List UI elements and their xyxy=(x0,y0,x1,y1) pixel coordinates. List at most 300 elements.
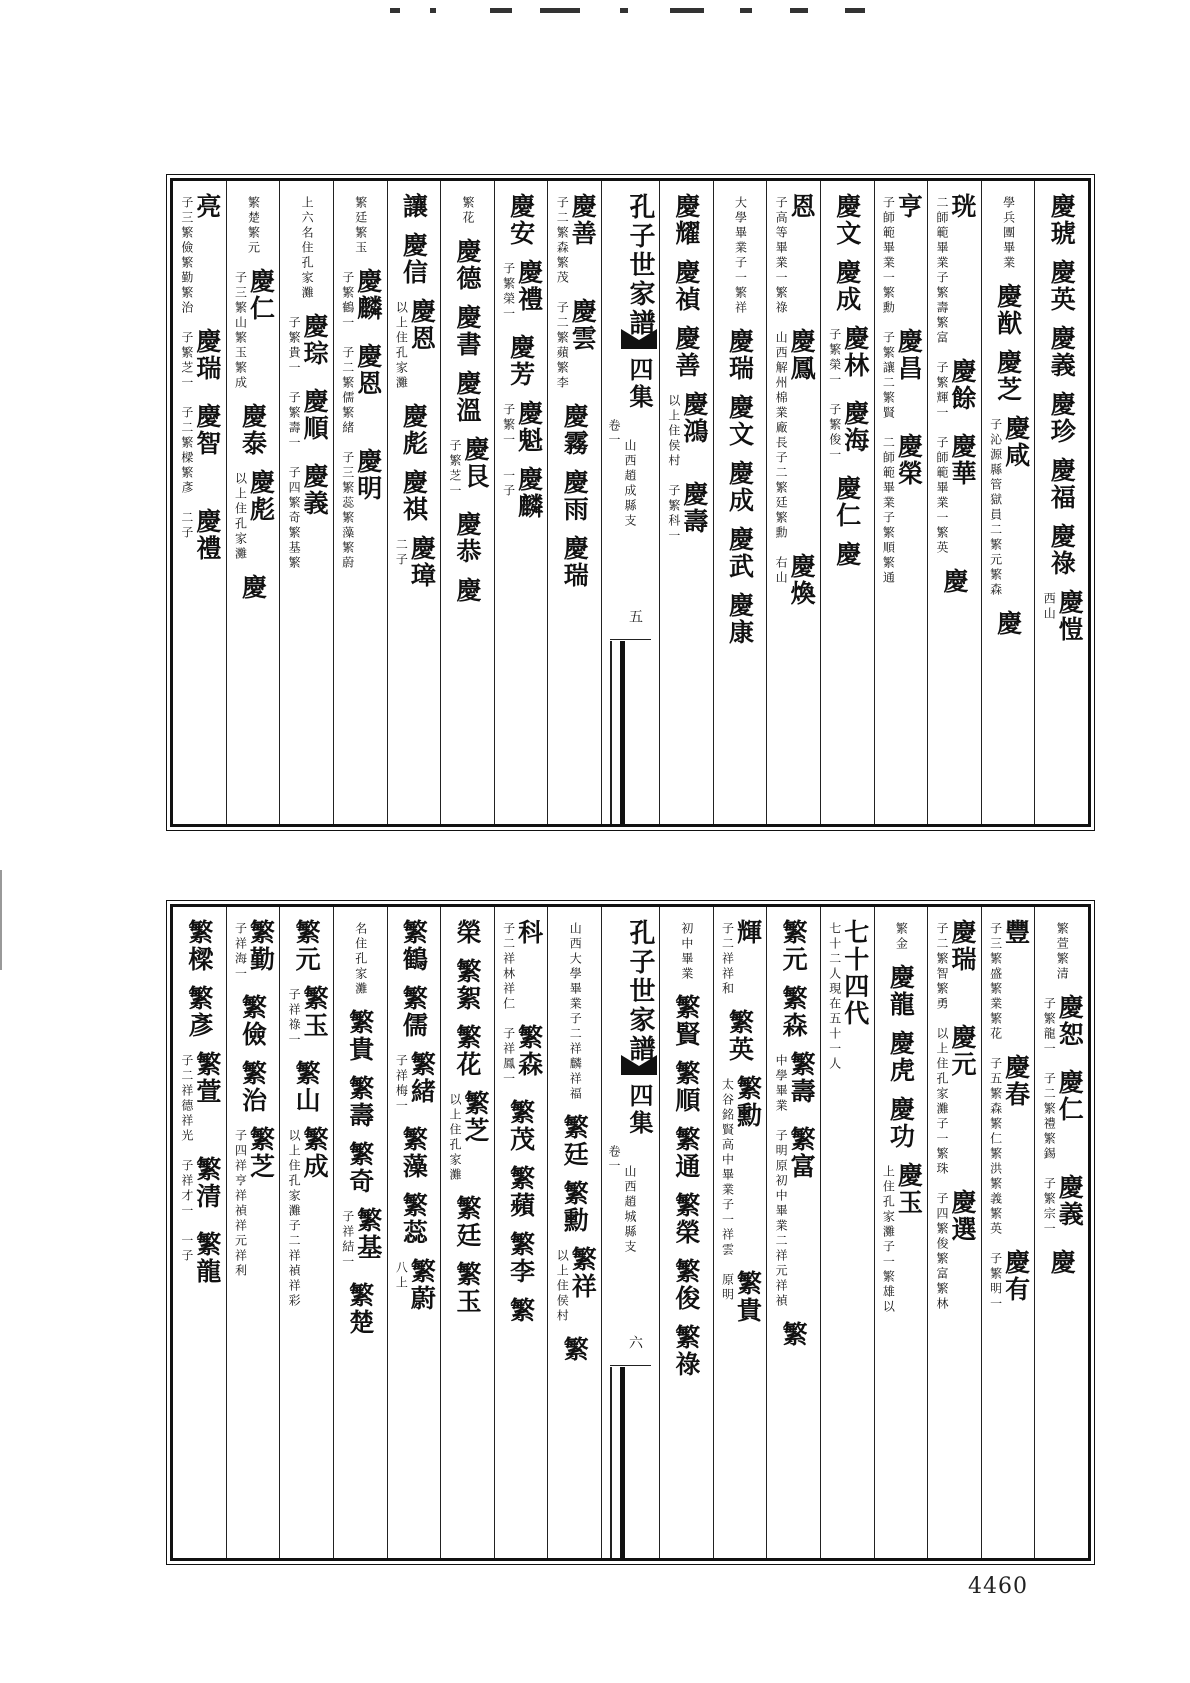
register-entry xyxy=(1041,1174,1085,1237)
register-entry xyxy=(286,388,330,451)
person-name: 慶海 xyxy=(840,400,870,454)
annotation-note: 七十二人現在五十一人 xyxy=(827,922,842,1072)
person-name: 慶煥 xyxy=(787,553,817,607)
annotation-note: 子祥鳳一 xyxy=(501,1027,516,1087)
register-entry xyxy=(773,1051,817,1114)
person-name: 慶選 xyxy=(947,1189,977,1243)
register-entry xyxy=(554,1246,598,1324)
register-entry xyxy=(988,919,1029,1042)
person-name: 慶猷 xyxy=(993,283,1023,337)
person-name: 繁貴 xyxy=(345,1009,375,1063)
register-entry xyxy=(452,958,482,1012)
binding-margin-line xyxy=(0,870,2,970)
person-name: 慶榮 xyxy=(894,433,924,487)
annotation-note: 子四繁奇繁基繁 xyxy=(287,466,302,571)
person-name: 繁芝 xyxy=(246,1126,276,1180)
register-entry xyxy=(560,469,590,523)
register-entry xyxy=(893,919,908,952)
person-name: 慶彪 xyxy=(399,403,429,457)
annotation-note: 子五繁森繁仁繁洪繁義繁英 xyxy=(988,1057,1003,1237)
person-name: 慶恩 xyxy=(407,298,437,352)
center-fold-title-column xyxy=(602,907,660,1558)
person-name: 繁緒 xyxy=(407,1051,437,1105)
person-name: 慶琥 xyxy=(1047,193,1077,247)
person-name: 繁芝 xyxy=(460,1090,490,1144)
register-column xyxy=(1035,907,1088,1558)
register-column xyxy=(548,181,602,824)
person-name: 亨 xyxy=(894,193,924,220)
register-entry xyxy=(506,193,536,247)
annotation-note: 子師範畢業一繁勳 xyxy=(881,196,896,316)
person-name: 繁榮 xyxy=(671,1192,701,1246)
volume-label: 四集 xyxy=(625,1083,654,1137)
register-entry xyxy=(993,283,1023,337)
register-entry xyxy=(779,1321,809,1348)
person-name: 繁森 xyxy=(514,1024,544,1078)
volume-label: 四集 xyxy=(625,357,654,411)
register-entry xyxy=(993,349,1023,403)
register-entry xyxy=(827,400,868,463)
person-name: 珖 xyxy=(947,193,977,220)
annotation-note: 以上住孔家灘子一繁珠 xyxy=(934,1027,949,1177)
person-name: 慶恩 xyxy=(353,343,383,397)
register-entry xyxy=(238,1060,268,1114)
person-name: 慶玉 xyxy=(894,1162,924,1216)
register-entry xyxy=(886,964,916,1018)
annotation-note: 子繁龍一 xyxy=(1042,997,1057,1057)
person-name: 慶琮 xyxy=(300,313,330,367)
person-name: 繁祥 xyxy=(568,1246,598,1300)
register-entry xyxy=(399,403,429,457)
register-entry xyxy=(399,232,429,286)
register-entry xyxy=(732,193,747,316)
person-name: 繁李 xyxy=(506,1231,536,1285)
annotation-note: 繁楚繁元 xyxy=(246,196,261,256)
register-column xyxy=(821,181,875,824)
person-name: 繁儉 xyxy=(238,994,268,1048)
annotation-note: 上六名住孔家灘 xyxy=(300,196,315,301)
person-name: 慶華 xyxy=(947,433,977,487)
person-name: 慶 xyxy=(993,610,1023,637)
register-entry xyxy=(560,1114,590,1168)
register-entry xyxy=(399,985,429,1039)
person-name: 慶瑞 xyxy=(725,328,755,382)
register-entry xyxy=(179,1156,220,1219)
register-entry xyxy=(452,370,482,424)
register-entry xyxy=(934,433,975,556)
person-name: 慶信 xyxy=(399,232,429,286)
annotation-note: 子繁輝一 xyxy=(934,361,949,421)
register-entry xyxy=(832,475,862,529)
annotation-note: 子繁讓二繁賢 xyxy=(881,331,896,421)
register-entry xyxy=(345,1282,375,1336)
register-entry xyxy=(560,1180,590,1234)
register-entry xyxy=(447,1090,488,1183)
register-entry xyxy=(554,193,598,286)
person-name: 繁萱 xyxy=(192,1051,222,1105)
annotation-note: 子二繁蘋繁李 xyxy=(555,301,570,391)
register-entry xyxy=(725,394,755,448)
register-entry xyxy=(773,1126,817,1309)
fold-rule xyxy=(610,639,651,640)
person-name: 繁治 xyxy=(238,1060,268,1114)
person-name: 繁玉 xyxy=(452,1261,482,1315)
annotation-note: 西山 xyxy=(1042,592,1057,622)
register-entry xyxy=(832,193,862,247)
person-name: 繁貴 xyxy=(733,1270,763,1324)
register-entry xyxy=(988,1054,1029,1237)
register-entry xyxy=(506,1297,536,1324)
register-entry xyxy=(179,403,220,496)
annotation-note: 子繁俊一 xyxy=(827,403,842,463)
annotation-note: 二師範畢業子繁順繁通 xyxy=(881,436,896,586)
register-column xyxy=(982,907,1036,1558)
annotation-note: 子繁宗一 xyxy=(1042,1177,1057,1237)
register-entry xyxy=(460,193,475,226)
annotation-note: 子師範畢業一繁英 xyxy=(934,436,949,556)
register-entry xyxy=(560,403,590,457)
person-name: 慶咸 xyxy=(1001,415,1031,469)
fold-rule xyxy=(610,1367,612,1558)
person-name: 繁壽 xyxy=(787,1051,817,1105)
center-fold-title-column xyxy=(602,181,660,824)
person-name: 繁儒 xyxy=(399,985,429,1039)
person-name: 繁 xyxy=(560,1336,590,1363)
person-name: 慶瑞 xyxy=(192,328,222,382)
register-entry xyxy=(1047,259,1077,313)
register-entry xyxy=(238,994,268,1048)
annotation-note: 二子 xyxy=(179,511,194,541)
register-column xyxy=(227,907,281,1558)
annotation-note: 以上住侯村 xyxy=(555,1249,570,1324)
register-column xyxy=(821,907,875,1558)
person-name: 慶元 xyxy=(947,1024,977,1078)
annotation-note: 子二祥德祥光 xyxy=(179,1054,194,1144)
fold-rule xyxy=(620,1367,625,1558)
register-column xyxy=(388,907,442,1558)
annotation-note: 子繁芝一 xyxy=(179,331,194,391)
register-entry xyxy=(671,259,701,313)
annotation-note: 繁廷繁玉 xyxy=(353,196,368,256)
person-name: 慶愷 xyxy=(1055,589,1085,643)
register-column xyxy=(334,907,388,1558)
person-name: 慶功 xyxy=(886,1096,916,1150)
person-name: 慶虎 xyxy=(886,1030,916,1084)
person-name: 慶武 xyxy=(725,526,755,580)
person-name: 慶善 xyxy=(568,193,598,247)
person-name: 慶英 xyxy=(1047,259,1077,313)
person-name: 繁山 xyxy=(292,1060,322,1114)
branch-label: 山西趙成縣支 xyxy=(623,439,637,529)
register-entry xyxy=(292,919,322,973)
annotation-note: 子二繁樑繁彥 xyxy=(179,406,194,496)
register-entry xyxy=(725,328,755,382)
annotation-note: 子二繁儒繁緒 xyxy=(340,346,355,436)
annotation-note: 以上住孔家灘子二祥禎祥彩 xyxy=(287,1129,302,1309)
register-entry xyxy=(671,1192,701,1246)
person-name: 繁基 xyxy=(353,1207,383,1261)
person-name: 繁蔚 xyxy=(407,1258,437,1312)
person-name: 慶雨 xyxy=(560,469,590,523)
register-entry xyxy=(452,577,482,604)
genealogy-page-six xyxy=(170,904,1091,1561)
person-name: 慶恭 xyxy=(452,511,482,565)
register-column xyxy=(875,907,929,1558)
person-name: 繁勤 xyxy=(246,919,276,973)
person-name: 讓 xyxy=(399,193,429,220)
register-column xyxy=(280,181,334,824)
register-entry xyxy=(399,1126,429,1180)
register-entry xyxy=(1054,919,1069,982)
register-column xyxy=(441,181,495,824)
person-name: 慶泰 xyxy=(238,403,268,457)
person-name: 慶禮 xyxy=(514,259,544,313)
person-name: 慶 xyxy=(832,541,862,568)
annotation-note: 子祥海一 xyxy=(233,922,248,982)
annotation-note: 子祥才一 xyxy=(179,1159,194,1219)
person-name: 繁蕊 xyxy=(399,1192,429,1246)
person-name: 慶耀 xyxy=(671,193,701,247)
register-entry xyxy=(988,415,1029,598)
person-name: 慶義 xyxy=(300,463,330,517)
person-name: 繁鶴 xyxy=(399,919,429,973)
annotation-note: 山西大學畢業子二祥麟祥福 xyxy=(568,922,583,1102)
person-name: 慶文 xyxy=(832,193,862,247)
register-entry xyxy=(179,193,220,316)
annotation-note: 子繁一 xyxy=(501,403,516,448)
person-name: 慶義 xyxy=(1047,325,1077,379)
register-entry xyxy=(934,1189,975,1312)
register-entry xyxy=(353,193,368,256)
register-entry xyxy=(452,1024,482,1078)
annotation-note: 繁萱繁清 xyxy=(1055,922,1070,982)
annotation-note: 子沁源縣管獄員二繁元繁森 xyxy=(988,418,1003,598)
register-entry xyxy=(1041,1069,1085,1162)
register-entry xyxy=(1047,457,1077,511)
register-entry xyxy=(939,568,969,595)
person-name: 慶龍 xyxy=(886,964,916,1018)
annotation-note: 子繁鶴一 xyxy=(340,271,355,331)
person-name: 慶安 xyxy=(506,193,536,247)
register-entry xyxy=(501,1024,542,1087)
register-entry xyxy=(399,469,429,523)
person-name: 繁俊 xyxy=(671,1258,701,1312)
person-name: 繁 xyxy=(779,1321,809,1348)
annotation-note: 一子 xyxy=(501,469,516,499)
register-entry xyxy=(447,436,488,499)
register-entry xyxy=(671,1060,701,1114)
person-name: 慶鳳 xyxy=(787,328,817,382)
person-name: 繁清 xyxy=(192,1156,222,1210)
person-name: 慶善 xyxy=(671,325,701,379)
person-name: 慶璋 xyxy=(407,535,437,589)
book-title: 孔子世家譜 xyxy=(625,193,655,338)
annotation-note: 名住孔家灘 xyxy=(353,922,368,997)
register-entry xyxy=(886,1096,916,1150)
register-entry xyxy=(286,463,330,571)
person-name: 慶明 xyxy=(353,448,383,502)
register-entry xyxy=(340,343,381,436)
annotation-note: 子三繁儉繁勤繁治 xyxy=(179,196,194,316)
fold-rule xyxy=(610,1365,651,1366)
register-entry xyxy=(1047,523,1077,577)
person-name: 慶仁 xyxy=(246,268,276,322)
register-entry xyxy=(988,1249,1029,1312)
annotation-note: 上住孔家灘子一繁雄以 xyxy=(881,1165,896,1315)
person-name: 恩 xyxy=(787,193,817,220)
register-entry xyxy=(560,1336,590,1363)
person-name: 繁成 xyxy=(300,1126,330,1180)
register-entry xyxy=(886,1030,916,1084)
register-entry xyxy=(286,313,330,376)
register-entry xyxy=(501,259,542,322)
person-name: 慶順 xyxy=(300,388,330,442)
register-entry xyxy=(393,298,437,391)
person-name: 亮 xyxy=(192,193,222,220)
register-column xyxy=(227,181,281,824)
register-entry xyxy=(679,919,694,982)
person-name: 慶康 xyxy=(725,592,755,646)
register-column xyxy=(928,907,982,1558)
annotation-note: 子明原初中畢業二祥元祥禎 xyxy=(774,1129,789,1309)
annotation-note: 二子 xyxy=(394,538,409,568)
fold-rule xyxy=(620,641,625,824)
register-entry xyxy=(934,358,975,421)
annotation-note: 以上住孔家灘 xyxy=(447,1093,462,1183)
register-entry xyxy=(184,985,214,1039)
register-entry xyxy=(827,325,868,388)
juan-label: 卷一 xyxy=(607,1145,621,1173)
person-name: 慶雲 xyxy=(568,298,598,352)
register-entry xyxy=(880,328,924,421)
register-entry xyxy=(232,919,276,982)
register-entry xyxy=(666,391,707,469)
person-name: 繁花 xyxy=(452,1024,482,1078)
person-name: 繁元 xyxy=(779,919,809,973)
person-name: 繁龍 xyxy=(192,1231,222,1285)
annotation-note: 子祥結一 xyxy=(340,1210,355,1270)
page-number: 4460 xyxy=(968,1574,1028,1599)
person-name: 慶芝 xyxy=(993,349,1023,403)
person-name: 繁富 xyxy=(787,1126,817,1180)
annotation-note: 子祥祿一 xyxy=(287,988,302,1048)
register-entry xyxy=(1047,1249,1077,1276)
person-name: 慶有 xyxy=(1001,1249,1031,1303)
register-entry xyxy=(773,328,817,541)
annotation-note: 子四祥亨祥禎祥元祥利 xyxy=(233,1129,248,1279)
register-entry xyxy=(880,1162,924,1315)
annotation-note: 子二祥林祥仁 xyxy=(501,922,516,1012)
register-entry xyxy=(345,1141,375,1195)
person-name: 慶仁 xyxy=(832,475,862,529)
person-name: 慶麟 xyxy=(353,268,383,322)
register-entry xyxy=(286,985,330,1048)
juan-label: 卷一 xyxy=(607,419,621,447)
register-entry xyxy=(353,919,368,997)
person-name: 慶鴻 xyxy=(679,391,709,445)
person-name: 慶仁 xyxy=(1055,1069,1085,1123)
annotation-note: 二師範畢業子繁壽繁富 xyxy=(934,196,949,346)
person-name: 繁祿 xyxy=(671,1324,701,1378)
person-name: 慶魁 xyxy=(514,400,544,454)
person-name: 繁奇 xyxy=(345,1141,375,1195)
person-name: 科 xyxy=(514,919,544,946)
register-column xyxy=(714,907,768,1558)
register-entry xyxy=(179,328,220,391)
person-name: 慶溫 xyxy=(452,370,482,424)
register-entry xyxy=(671,1324,701,1378)
person-name: 慶文 xyxy=(725,394,755,448)
person-name: 慶瑞 xyxy=(560,535,590,589)
register-entry xyxy=(934,1024,975,1177)
person-name: 繁樑 xyxy=(184,919,214,973)
register-entry xyxy=(934,193,975,346)
register-entry xyxy=(501,919,542,1012)
register-column xyxy=(548,907,602,1558)
register-entry xyxy=(232,1126,276,1279)
person-name: 慶祺 xyxy=(399,469,429,523)
register-entry xyxy=(671,325,701,379)
annotation-note: 子二繁智繁勇 xyxy=(934,922,949,1012)
register-entry xyxy=(832,541,862,568)
annotation-note: 子高等畢業一繁祿 xyxy=(774,196,789,316)
register-column xyxy=(173,907,227,1558)
person-name: 慶 xyxy=(238,574,268,601)
register-column xyxy=(660,181,714,824)
annotation-note: 以上住孔家灘 xyxy=(394,301,409,391)
annotation-note: 太谷銘賢高中畢業子一祥雲 xyxy=(720,1078,735,1258)
person-name: 慶芳 xyxy=(506,334,536,388)
register-entry xyxy=(773,553,817,607)
register-entry xyxy=(340,448,381,571)
register-entry xyxy=(506,334,536,388)
person-name: 慶福 xyxy=(1047,457,1077,511)
register-entry xyxy=(1001,193,1016,271)
register-entry xyxy=(719,1270,763,1324)
annotation-note: 中學畢業 xyxy=(774,1054,789,1114)
annotation-note: 子三繁盛繁業繁花 xyxy=(988,922,1003,1042)
register-entry xyxy=(1041,994,1085,1057)
register-entry xyxy=(506,1099,536,1153)
register-entry xyxy=(880,193,924,316)
register-column xyxy=(767,907,821,1558)
person-name: 繁勳 xyxy=(560,1180,590,1234)
register-entry xyxy=(934,919,975,1012)
register-entry xyxy=(452,511,482,565)
person-name: 繁賢 xyxy=(671,994,701,1048)
annotation-note: 右山 xyxy=(774,556,789,586)
register-entry xyxy=(292,1060,322,1114)
person-name: 慶書 xyxy=(452,304,482,358)
register-entry xyxy=(719,1075,763,1258)
person-name: 慶壽 xyxy=(679,481,709,535)
register-entry xyxy=(452,1195,482,1249)
register-entry xyxy=(452,1261,482,1315)
person-name: 慶 xyxy=(939,568,969,595)
person-name: 繁壽 xyxy=(345,1075,375,1129)
register-entry xyxy=(340,268,381,331)
annotation-note: 子二繁森繁茂 xyxy=(555,196,570,286)
person-name: 慶霧 xyxy=(560,403,590,457)
person-name: 繁藻 xyxy=(399,1126,429,1180)
register-column xyxy=(928,181,982,824)
register-entry xyxy=(779,919,809,973)
annotation-note: 子繁壽一 xyxy=(287,391,302,451)
annotation-note: 八上 xyxy=(394,1261,409,1291)
person-name: 繁勳 xyxy=(733,1075,763,1129)
annotation-note: 子四繁俊繁富繁林 xyxy=(934,1192,949,1312)
register-entry xyxy=(671,1126,701,1180)
